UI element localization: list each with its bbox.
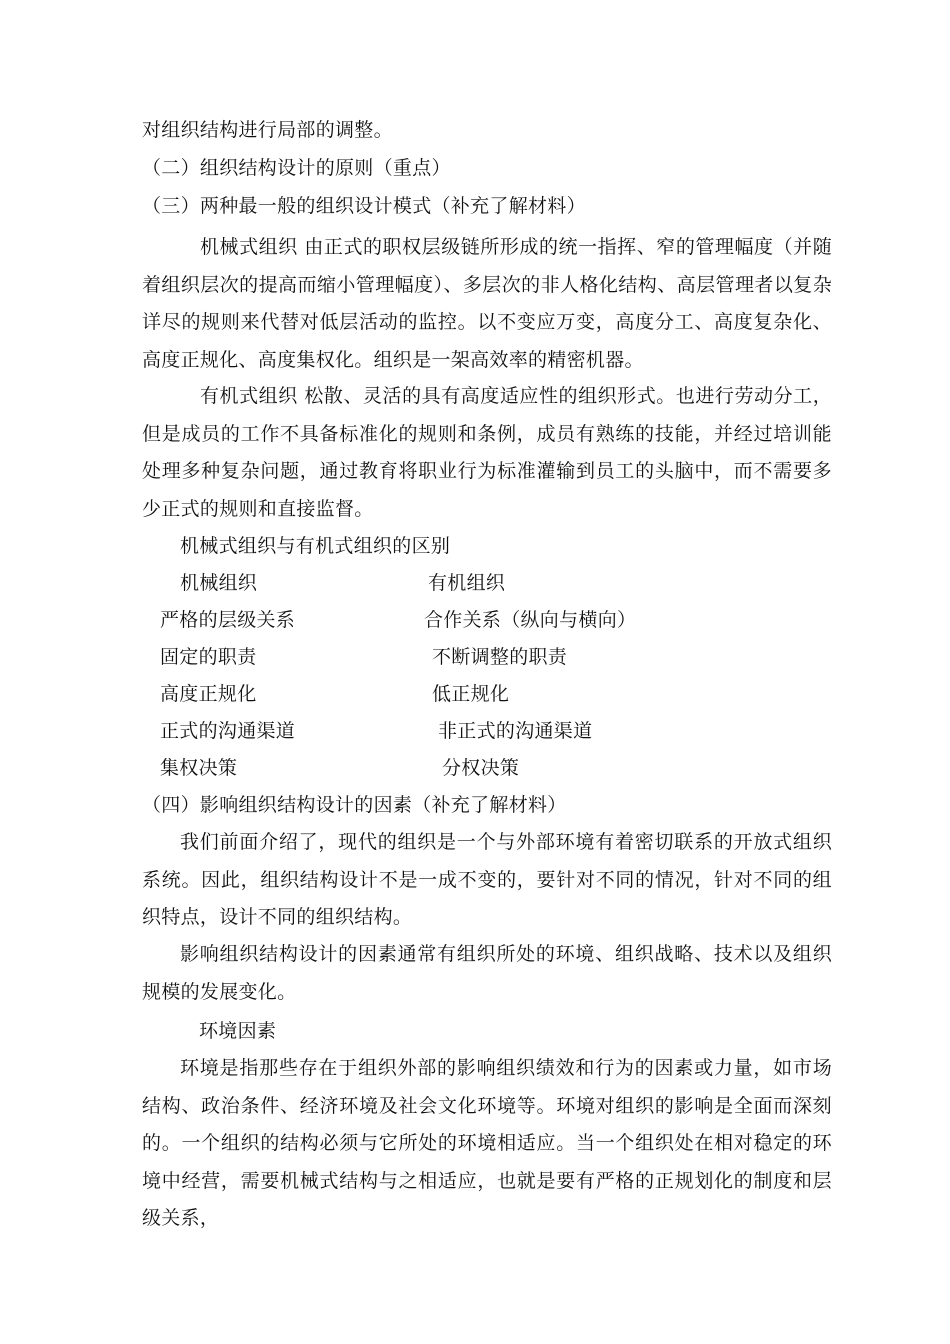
comparison-row (0, 718, 950, 744)
comparison-cell-organic: 非正式的沟通渠道 (438, 720, 593, 742)
comparison-row (0, 607, 950, 633)
section-heading-principles: （二）组织结构设计的原则（重点） (142, 157, 451, 179)
comparison-header-row (0, 570, 950, 596)
comparison-row (0, 681, 950, 707)
paragraph-mechanical-organization: 机械式组织 由正式的职权层级链所形成的统一指挥、窄的管理幅度（并随着组织层次的提高而缩小管理幅度）、多层次的非人格化结构、高层管理者以复杂详尽的规则来代替对低层活动的监控。以不变应万变，高度分工、高度复杂化、高度正规化、高度集权化。组织是一架高效率的精密机器。 (142, 236, 832, 371)
section-heading-design-modes: （三）两种最一般的组织设计模式（补充了解材料） (142, 195, 586, 217)
subheading-environment: 环境因素 (199, 1020, 277, 1042)
comparison-cell-organic: 低正规化 (432, 683, 510, 705)
comparison-cell-organic: 合作关系（纵向与横向） (424, 609, 637, 631)
comparison-cell-mechanical: 高度正规化 (160, 683, 257, 705)
comparison-row (0, 644, 950, 670)
section-heading-influencing-factors: （四）影响组织结构设计的因素（补充了解材料） (142, 794, 567, 816)
comparison-title: 机械式组织与有机式组织的区别 (180, 535, 451, 557)
comparison-cell-mechanical: 严格的层级关系 (160, 609, 296, 631)
text-line-partial-adjustment: 对组织结构进行局部的调整。 (142, 119, 393, 141)
paragraph-organic-organization: 有机式组织 松散、灵活的具有高度适应性的组织形式。也进行劳动分工，但是成员的工作不具备标准化的规则和条例，成员有熟练的技能，并经过培训能处理多种复杂问题，通过教育将职业行为标准灌输到员工的头脑中，而不需要多少正式的规则和直接监督。 (142, 385, 832, 520)
paragraph-factors: 影响组织结构设计的因素通常有组织所处的环境、组织战略、技术以及组织规模的发展变化。 (142, 943, 832, 1003)
comparison-cell-mechanical: 正式的沟通渠道 (160, 720, 296, 742)
paragraph-environment: 环境是指那些存在于组织外部的影响组织绩效和行为的因素或力量，如市场结构、政治条件、经济环境及社会文化环境等。环境对组织的影响是全面而深刻的。一个组织的结构必须与它所处的环境相适应。当一个组织处在相对稳定的环境中经营，需要机械式结构与之相适应，也就是要有严格的正规划化的制度和层级关系， (142, 1057, 832, 1229)
comparison-header-mechanical: 机械组织 (180, 572, 258, 594)
comparison-cell-mechanical: 集权决策 (160, 757, 238, 779)
comparison-row (0, 755, 950, 781)
comparison-header-organic: 有机组织 (428, 572, 506, 594)
paragraph-open-system: 我们前面介绍了，现代的组织是一个与外部环境有着密切联系的开放式组织系统。因此，组织结构设计不是一成不变的，要针对不同的情况，针对不同的组织特点，设计不同的组织结构。 (142, 831, 832, 928)
comparison-cell-organic: 不断调整的职责 (432, 646, 568, 668)
comparison-cell-organic: 分权决策 (442, 757, 520, 779)
comparison-cell-mechanical: 固定的职责 (160, 646, 257, 668)
